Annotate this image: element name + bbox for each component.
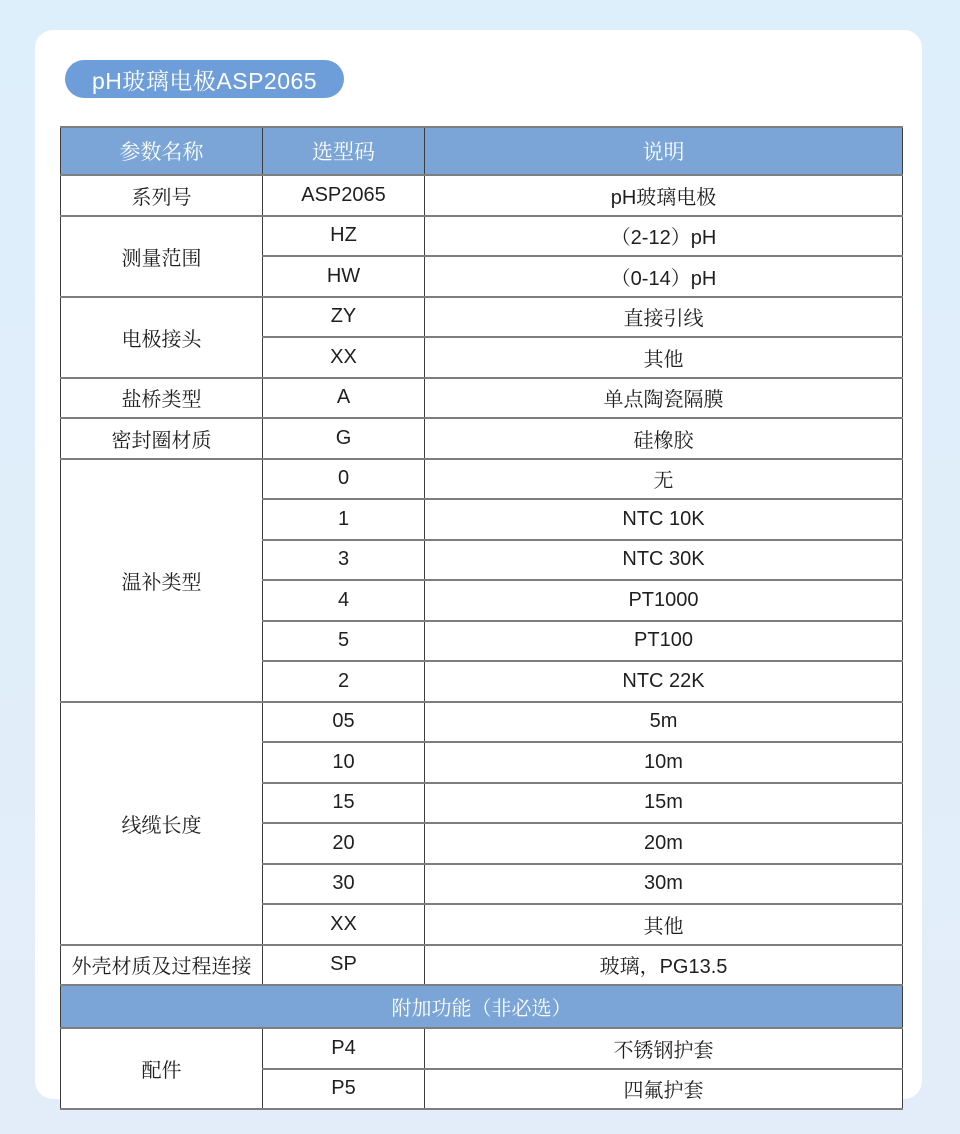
code-cell: ZY — [263, 297, 425, 338]
desc-cell: NTC 30K — [425, 540, 903, 581]
desc-cell: pH玻璃电极 — [425, 175, 903, 216]
param-cell: 线缆长度 — [61, 702, 263, 945]
code-cell: 3 — [263, 540, 425, 581]
header-param: 参数名称 — [61, 127, 263, 175]
table-row — [61, 702, 903, 743]
desc-cell: 15m — [425, 783, 903, 824]
code-cell: P4 — [263, 1028, 425, 1069]
param-cell: 系列号 — [61, 175, 263, 216]
desc-cell: 硅橡胶 — [425, 418, 903, 459]
code-cell: P5 — [263, 1069, 425, 1110]
code-cell: 4 — [263, 580, 425, 621]
param-cell: 外壳材质及过程连接 — [61, 945, 263, 986]
product-title: pH玻璃电极ASP2065 — [92, 67, 318, 94]
code-cell: 05 — [263, 702, 425, 743]
desc-cell: 10m — [425, 742, 903, 783]
desc-cell: 四氟护套 — [425, 1069, 903, 1110]
code-cell: ASP2065 — [263, 175, 425, 216]
table-row — [61, 378, 903, 419]
param-cell: 温补类型 — [61, 459, 263, 702]
code-cell: XX — [263, 337, 425, 378]
table-row — [61, 1028, 903, 1069]
desc-cell: 单点陶瓷隔膜 — [425, 378, 903, 419]
param-cell: 密封圈材质 — [61, 418, 263, 459]
desc-cell: 不锈钢护套 — [425, 1028, 903, 1069]
desc-cell: （0-14）pH — [425, 256, 903, 297]
desc-cell: NTC 10K — [425, 499, 903, 540]
selection-table — [60, 126, 903, 1110]
desc-cell: 其他 — [425, 337, 903, 378]
table-row — [61, 297, 903, 338]
desc-cell: 5m — [425, 702, 903, 743]
code-cell: XX — [263, 904, 425, 945]
code-cell: SP — [263, 945, 425, 986]
section-header-label: 附加功能（非必选） — [61, 985, 903, 1028]
param-cell: 电极接头 — [61, 297, 263, 378]
code-cell: 5 — [263, 621, 425, 662]
code-cell: 15 — [263, 783, 425, 824]
table-row — [61, 418, 903, 459]
desc-cell: 玻璃，PG13.5 — [425, 945, 903, 986]
table-header-row — [61, 127, 903, 175]
param-cell: 盐桥类型 — [61, 378, 263, 419]
desc-cell: NTC 22K — [425, 661, 903, 702]
desc-cell: 直接引线 — [425, 297, 903, 338]
section-header-row — [61, 985, 903, 1028]
desc-cell: PT100 — [425, 621, 903, 662]
code-cell: 20 — [263, 823, 425, 864]
code-cell: 0 — [263, 459, 425, 500]
table-row — [61, 459, 903, 500]
code-cell: 10 — [263, 742, 425, 783]
header-code: 选型码 — [263, 127, 425, 175]
table-row — [61, 216, 903, 257]
code-cell: 2 — [263, 661, 425, 702]
desc-cell: 30m — [425, 864, 903, 905]
desc-cell: 无 — [425, 459, 903, 500]
code-cell: HZ — [263, 216, 425, 257]
code-cell: 30 — [263, 864, 425, 905]
desc-cell: （2-12）pH — [425, 216, 903, 257]
code-cell: G — [263, 418, 425, 459]
param-cell: 测量范围 — [61, 216, 263, 297]
code-cell: A — [263, 378, 425, 419]
table-row — [61, 945, 903, 986]
product-title-badge — [65, 60, 344, 98]
code-cell: HW — [263, 256, 425, 297]
param-cell: 配件 — [61, 1028, 263, 1109]
desc-cell: PT1000 — [425, 580, 903, 621]
desc-cell: 20m — [425, 823, 903, 864]
desc-cell: 其他 — [425, 904, 903, 945]
header-desc: 说明 — [425, 127, 903, 175]
code-cell: 1 — [263, 499, 425, 540]
table-row — [61, 175, 903, 216]
